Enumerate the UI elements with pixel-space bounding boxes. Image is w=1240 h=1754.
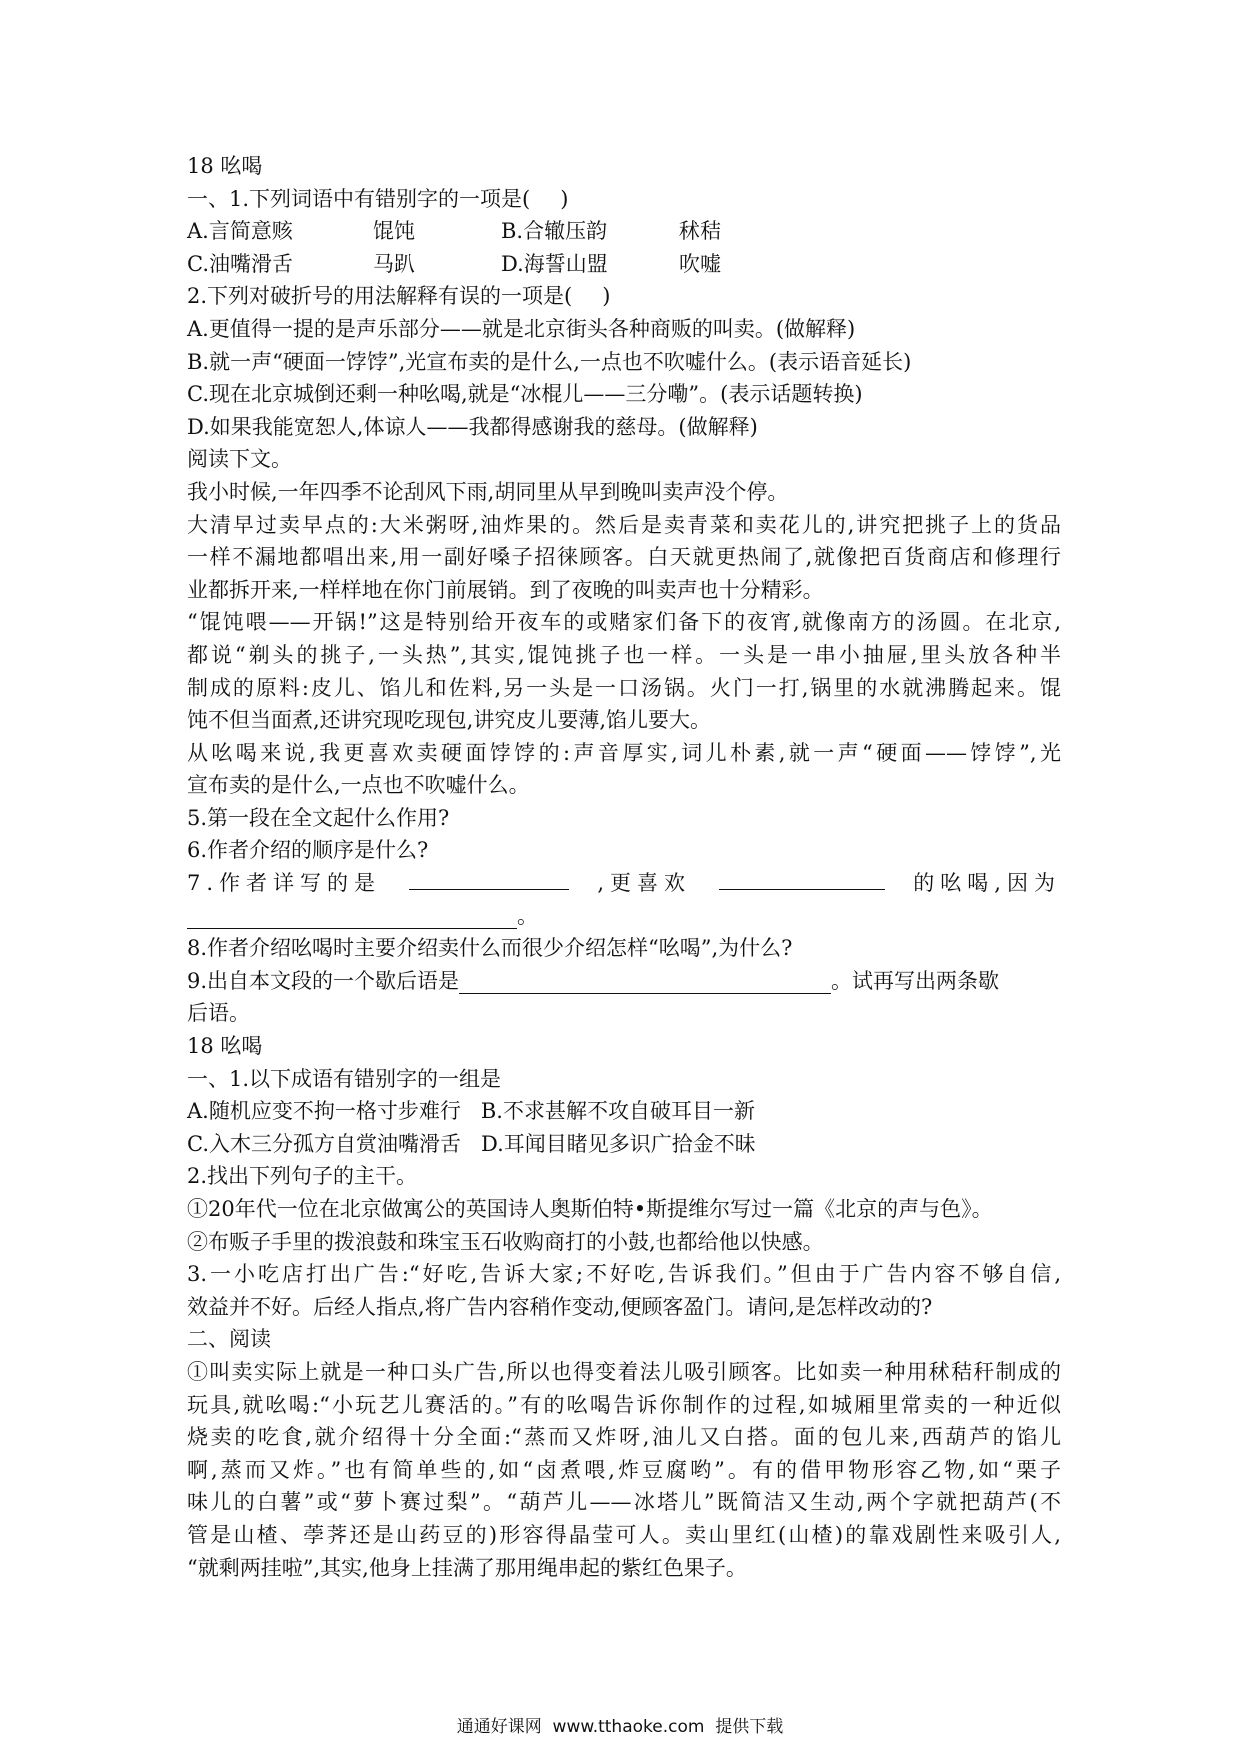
question-9-line-2: 后语。 bbox=[187, 1001, 250, 1026]
question-3-line: 3.一小吃店打出广告:“好吃,告诉大家;不好吃,告诉我们。”但由于广告内容不够自信, bbox=[187, 1262, 1061, 1287]
document-page bbox=[187, 150, 1061, 1584]
question-2-stem: 2.找出下列句子的主干。 bbox=[187, 1164, 418, 1189]
passage-line: 从吆喝来说,我更喜欢卖硬面饽饽的:声音厚实,词儿朴素,就一声“硬面——饽饽”,光 bbox=[187, 740, 1061, 765]
question-2-option-c: C.现在北京城倒还剩一种吆喝,就是“冰棍儿——三分嘞”。(表示话题转换) bbox=[187, 382, 863, 407]
question-5: 5.第一段在全文起什么作用? bbox=[187, 805, 450, 830]
passage-line: 一样不漏地都唱出来,用一副好嗓子招徕顾客。白天就更热闹了,就像把百货商店和修理行 bbox=[187, 545, 1061, 570]
option-d-word: 吹嘘 bbox=[679, 251, 721, 276]
question-1-row-a bbox=[187, 215, 1061, 248]
page-footer: 通通好课网 www.tthaoke.com 提供下载 bbox=[456, 1717, 784, 1737]
option-b-word: 秫秸 bbox=[679, 219, 721, 244]
question-7: 7.作者详写的是 ,更喜欢 的吆喝,因为 bbox=[187, 867, 1061, 900]
passage-line: 管是山楂、荸荠还是山药豆的)形容得晶莹可人。卖山里红(山楂)的靠戏剧性来吸引人, bbox=[187, 1522, 1061, 1547]
passage-line: 味儿的白薯”或“萝卜赛过梨”。“葫芦儿——冰塔儿”既简洁又生动,两个字就把葫芦(不 bbox=[187, 1490, 1061, 1515]
fill-blank[interactable] bbox=[459, 971, 831, 994]
question-9: 9.出自本文段的一个歇后语是 。试再写出两条歇 bbox=[187, 968, 1000, 993]
option-c-word: 马趴 bbox=[373, 251, 415, 276]
question-1-row-c bbox=[187, 248, 1061, 281]
passage-line: 烧卖的吃食,就介绍得十分全面:“蒸而又炸呀,油儿又白搭。面的包儿来,西葫芦的馅儿 bbox=[187, 1425, 1061, 1450]
section-title: 18 吆喝 bbox=[187, 1034, 263, 1059]
passage-line: 制成的原料:皮儿、馅儿和佐料,另一头是一口汤锅。火门一打,锅里的水就沸腾起来。馄 bbox=[187, 675, 1061, 700]
section-heading: 二、阅读 bbox=[187, 1327, 271, 1352]
option-a: A.言简意赅 bbox=[187, 219, 293, 244]
question-3-line: 效益并不好。后经人指点,将广告内容稍作变动,便顾客盈门。请问,是怎样改动的? bbox=[187, 1294, 933, 1319]
question-2-stem: 2.下列对破折号的用法解释有误的一项是( ) bbox=[187, 284, 611, 309]
passage-line: “就剩两挂啦”,其实,他身上挂满了那用绳串起的紫红色果子。 bbox=[187, 1555, 747, 1580]
option-b: B.合辙压韵 bbox=[501, 219, 608, 244]
question-2-item: ①20年代一位在北京做寓公的英国诗人奥斯伯特•斯提维尔写过一篇《北京的声与色》。 bbox=[187, 1197, 993, 1221]
question-2-item: ②布贩子手里的拨浪鼓和珠宝玉石收购商打的小鼓,也都给他以快感。 bbox=[187, 1229, 824, 1254]
passage-line: 啊,蒸而又炸。”也有简单些的,如“卤煮喂,炸豆腐哟”。有的借甲物形容乙物,如“栗子 bbox=[187, 1457, 1061, 1482]
passage-line: 我小时候,一年四季不论刮风下雨,胡同里从早到晚叫卖声没个停。 bbox=[187, 479, 789, 504]
question-1-option-ab: A.随机应变不拘一格寸步难行 B.不求甚解不攻自破耳目一新 bbox=[187, 1099, 755, 1124]
question-6: 6.作者介绍的顺序是什么? bbox=[187, 838, 429, 863]
passage-line: 业都拆开来,一样样地在你门前展销。到了夜晚的叫卖声也十分精彩。 bbox=[187, 577, 824, 602]
fill-blank[interactable] bbox=[409, 867, 569, 890]
reading-intro: 阅读下文。 bbox=[187, 447, 292, 472]
question-8: 8.作者介绍吆喝时主要介绍卖什么而很少介绍怎样“吆喝”,为什么? bbox=[187, 936, 793, 961]
question-1-stem: 一、1.下列词语中有错别字的一项是( ) bbox=[187, 186, 569, 211]
option-c: C.油嘴滑舌 bbox=[187, 251, 293, 276]
passage-line: 玩具,就吆喝:“小玩艺儿赛活的。”有的吆喝告诉你制作的过程,如城厢里常卖的一种近似 bbox=[187, 1392, 1061, 1417]
passage-line: 大清早过卖早点的:大米粥呀,油炸果的。然后是卖青菜和卖花儿的,讲究把挑子上的货品 bbox=[187, 512, 1061, 537]
question-7-line-2: 。 bbox=[187, 900, 1061, 933]
passage-line: 都说“剃头的挑子,一头热”,其实,馄饨挑子也一样。一头是一串小抽屉,里头放各种半 bbox=[187, 642, 1061, 667]
section-title: 18 吆喝 bbox=[187, 154, 263, 178]
question-2-option-b: B.就一声“硬面一饽饽”,光宣布卖的是什么,一点也不吹嘘什么。(表示语音延长) bbox=[187, 349, 912, 374]
passage-line: “馄饨喂——开锅!”这是特别给开夜车的或赌家们备下的夜宵,就像南方的汤圆。在北京, bbox=[187, 610, 1061, 635]
question-1-stem: 一、1.以下成语有错别字的一组是 bbox=[187, 1066, 502, 1091]
option-d: D.海誓山盟 bbox=[501, 251, 608, 276]
question-2-option-d: D.如果我能宽恕人,体谅人——我都得感谢我的慈母。(做解释) bbox=[187, 414, 758, 439]
option-a-word: 馄饨 bbox=[373, 219, 415, 244]
question-2-option-a: A.更值得一提的是声乐部分——就是北京街头各种商贩的叫卖。(做解释) bbox=[187, 316, 856, 341]
passage-line: 宣布卖的是什么,一点也不吹嘘什么。 bbox=[187, 773, 530, 798]
passage-line: 饨不但当面煮,还讲究现吃现包,讲究皮儿要薄,馅儿要大。 bbox=[187, 708, 712, 733]
fill-blank[interactable] bbox=[719, 867, 885, 890]
passage-line: ①叫卖实际上就是一种口头广告,所以也得变着法儿吸引顾客。比如卖一种用秫秸秆制成的 bbox=[187, 1359, 1061, 1384]
question-1-option-cd: C.入木三分孤方自赏油嘴滑舌 D.耳闻目睹见多识广拾金不昧 bbox=[187, 1131, 756, 1156]
fill-blank[interactable] bbox=[187, 906, 517, 929]
